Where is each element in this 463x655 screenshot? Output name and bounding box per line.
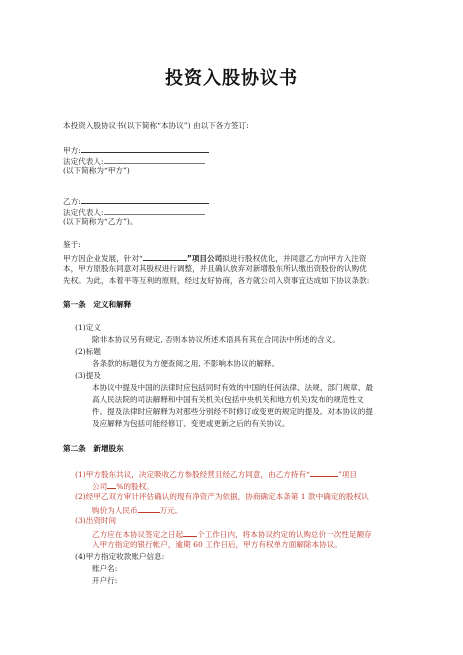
party-a-label: 甲方: [63,146,81,155]
party-b-alias: (以下简称为“乙方”)。 [63,217,138,226]
project-name-blank[interactable] [310,468,338,477]
project-name-field[interactable] [143,252,187,261]
article-1-item-3-text-4: 及应解释为包括可能经修订、变更或更新之后的有关协议。 [92,419,290,428]
party-b-rep-field[interactable] [104,206,205,215]
article-2-item-3-text-2: 入甲方指定的银行帐户，逾期 60 工作日后，甲方有权单方面解除本协议。 [92,540,342,549]
party-b-name-field[interactable] [81,195,209,204]
article-1-item-3: (3)提及 [75,371,101,380]
workday-count-blank[interactable] [183,528,197,537]
article-1-item-1: (1)定义 [75,323,101,332]
whereas-heading: 鉴于: [63,240,81,249]
party-a-rep-label: 法定代表人: [63,157,104,166]
article-2-item-3-text-1: 乙方应在本协议签定之日起 个工作日内，将本协议约定的认购总价一次性足额存 [92,530,372,539]
article-1-item-1-text: 除非本协议另有规定, 否则本协议所述术语具有其在合同法中所述的含义。 [92,335,340,344]
article-2-item-2: (2)经甲乙双方审计评估确认的现有净资产为依据，协商确定本条第 1 款中确定的股权认 [75,492,369,501]
price-blank[interactable] [138,504,160,513]
article-2-item-2-cont: 购价为人民币 万元。 [92,506,183,515]
bank-name-label: 开户行: [92,576,118,585]
party-a-alias: (以下简称为“甲方”) [63,166,130,175]
article-1-item-3-text-2: 高人民法院的司法解释和中国有关机关(包括中央机关和地方机关)发布的规范性文 [92,395,364,404]
article-1-item-2: (2)标题 [75,347,101,356]
article-2-item-1-cont: 公司 %的股权。 [92,482,154,491]
party-b-label: 乙方: [63,197,81,206]
article-2-heading: 第二条 新增股东 [63,444,124,453]
article-1-item-3-text-1: 本协议中提及中国的法律时应包括同时有效的中国的任何法律、法规、部门规章、最 [92,383,373,392]
article-1-heading: 第一条 定义和解释 [63,300,132,309]
whereas-line-3: 先权。为此，本着平等互利的原则，经过友好协商，各方就公司入资事宜达成如下协议条款: [63,276,370,285]
share-percent-blank[interactable] [107,480,116,489]
article-2-item-1: (1)甲方股东共议，决定吸收乙方参股经营且经乙方同意，由乙方持有“ ”项目 [75,470,357,479]
article-2-item-4: (4)甲方指定收款账户信息: [75,552,165,561]
article-1-item-2-text: 各条款的标题仅为方便查阅之用, 不影响本协议的解释。 [92,359,280,368]
page-title: 投资入股协议书 [165,68,298,89]
article-2-item-3: (3)出资时间 [75,516,117,525]
whereas-line-2: 本，甲方原股东同意对其股权进行调整，并且确认放弃对新增股东所认缴出资股份的认购优 [63,264,367,273]
account-name-label: 账户名: [92,564,118,573]
whereas-line-1: 甲方因企业发展，针对“ ”项目公司拟进行股权优化，并同意乙方向甲方入注资 [63,254,367,263]
party-a-rep-field[interactable] [104,155,205,164]
party-a-name-field[interactable] [81,144,209,153]
intro-text: 本投资入股协议书(以下简称“本协议”) 由以下各方签订: [63,121,249,130]
party-b-rep-label: 法定代表人: [63,208,104,217]
article-1-item-3-text-3: 件。提及法律时应解释为对那些分别经不时修订或变更的规定的提及。对本协议的提 [92,407,373,416]
